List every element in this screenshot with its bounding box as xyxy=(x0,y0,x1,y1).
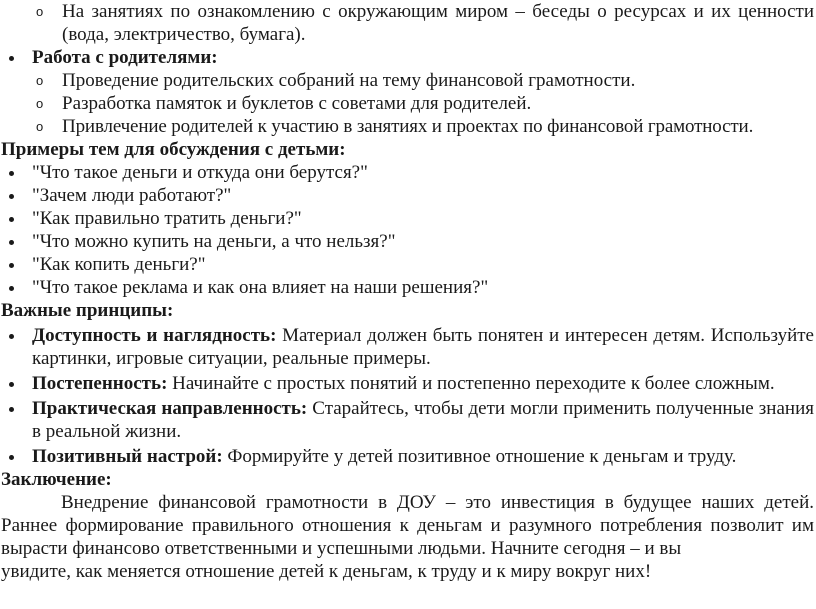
circle-bullet-icon: o xyxy=(36,4,44,19)
principle-term: Позитивный настрой: xyxy=(32,446,223,467)
bullet-icon xyxy=(9,455,14,460)
list-item xyxy=(0,207,816,230)
bullet-icon xyxy=(9,286,14,291)
section-heading-principles: Важные принципы: xyxy=(1,300,174,321)
circle-bullet-icon: o xyxy=(36,96,44,111)
bullet-icon xyxy=(9,171,14,176)
bullet-icon xyxy=(9,240,14,245)
section-title-parents: Работа с родителями: xyxy=(32,47,218,68)
list-item xyxy=(0,115,816,138)
bullet-icon xyxy=(9,194,14,199)
section-heading-topics: Примеры тем для обсуждения с детьми: xyxy=(1,139,346,160)
conclusion-last-line: увидите, как меняется отношение детей к деньгам, к труду и к миру вокруг них! xyxy=(1,561,652,582)
principle-text: Старайтесь, чтобы дети могли применить полученные знания в реальной жизни. xyxy=(32,398,814,442)
bullet-icon xyxy=(9,382,14,387)
list-item-text: Разработка памяток и буклетов с советами для родителей. xyxy=(62,93,532,114)
principle-term: Практическая направленность: xyxy=(32,398,308,419)
list-item xyxy=(0,253,816,276)
list-item-parents xyxy=(0,46,816,69)
list-item xyxy=(0,161,816,184)
list-item xyxy=(0,445,816,468)
principle-text: Формируйте у детей позитивное отношение к деньгам и труду. xyxy=(222,446,737,467)
list-item xyxy=(0,230,816,253)
circle-bullet-icon: o xyxy=(36,119,44,134)
conclusion-text: Внедрение финансовой грамотности в ДОУ – это инвестиция в будущее наших детей. Раннее формирование правильного отношения к деньгам и разумного потребления позволит им вырасти финансово ответственными и успешными людьми. Начните сегодня – и вы xyxy=(1,492,814,559)
bullet-icon xyxy=(9,263,14,268)
section-heading-conclusion: Заключение: xyxy=(1,469,112,490)
bullet-icon xyxy=(9,407,14,412)
list-item-text: "Как правильно тратить деньги?" xyxy=(32,208,302,229)
principle-text: Материал должен быть понятен и интересен детям. Используйте картинки, игровые ситуации, реальные примеры. xyxy=(32,325,814,369)
list-item-text: "Что можно купить на деньги, а что нельзя?" xyxy=(32,231,396,252)
list-item xyxy=(0,372,816,395)
list-item-text: Проведение родительских собраний на тему финансовой грамотности. xyxy=(62,70,636,91)
principle-text: Начинайте с простых понятий и постепенно переходите к более сложным. xyxy=(167,373,775,394)
list-item xyxy=(0,397,816,443)
list-item xyxy=(0,69,816,92)
list-item-text: "Что такое деньги и откуда они берутся?" xyxy=(32,162,368,183)
list-item xyxy=(0,0,816,46)
list-item-text: "Зачем люди работают?" xyxy=(32,185,232,206)
circle-bullet-icon: o xyxy=(36,73,44,88)
list-item-text: "Что такое реклама и как она влияет на наши решения?" xyxy=(32,277,489,298)
list-item xyxy=(0,324,816,370)
bullet-icon xyxy=(9,56,14,61)
bullet-icon xyxy=(9,334,14,339)
list-item-text: Привлечение родителей к участию в занятиях и проектах по финансовой грамотности. xyxy=(62,116,754,137)
list-item xyxy=(0,92,816,115)
list-item-text: На занятиях по ознакомлению с окружающим миром – беседы о ресурсах и их ценности (вода, электричество, бумага). xyxy=(62,1,814,45)
list-item-text: "Как копить деньги?" xyxy=(32,254,206,275)
conclusion-paragraph xyxy=(0,491,816,583)
principle-term: Доступность и наглядность: xyxy=(32,325,277,346)
list-item xyxy=(0,276,816,299)
principle-term: Постепенность: xyxy=(32,373,168,394)
list-item xyxy=(0,184,816,207)
bullet-icon xyxy=(9,217,14,222)
